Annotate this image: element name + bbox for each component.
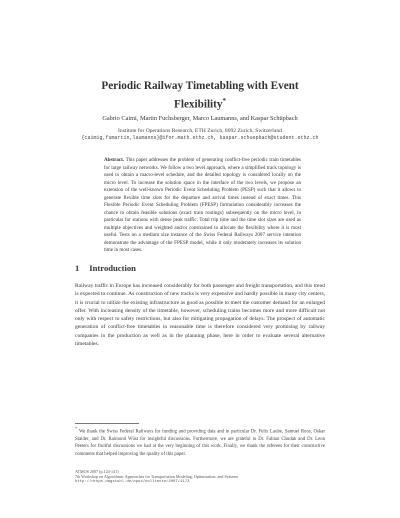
title-footnote-mark: * [222,97,226,105]
introduction-paragraph: Railway traffic in Europe has increased considerably for both passenger and freight transportation, and this trend is expected to continue. As construction of new tracks is very expensive and hardly possible in many city centers, it is crucial to utilize the existing infrastructure as good as possible to meet the customer demand for an enlarged offer. With increasing density of the timetable, however, scheduling trains becomes more and more difficult not only with respect to safety restrictions, but also for mitigating propagation of delays. The prospect of automatic generation of conflict-free timetables in reasonable time is therefore considered very promising by railway companies in the production as well as in the planning phase, here in order to evaluate several alternative timetables. [75,283,325,348]
section-number: 1 [75,263,80,273]
abstract-label: Abstract. [104,157,125,163]
title-line-2: Flexibility [174,98,223,111]
publication-url[interactable]: http://drops.dagstuhl.de/opus/volltexte/2007/1173 [75,479,190,484]
title-line-1: Periodic Railway Timetabling with Event [101,80,299,92]
author-emails: {caimig,fumartin,laumanns}@ifor.math.ethz.ch, kaspar.schuepbach@student.ethz.ch [81,135,319,141]
abstract [104,157,301,255]
publication-workshop: 7th Workshop on Algorithmic Approaches for Transportation Modeling, Optimization, and Systems [75,474,239,480]
paper-title [60,79,340,113]
abstract-text: This paper addresses the problem of generating conflict-free periodic train timetables for large railway networks. We follow a two level approach, where a simplified track topology is used to obtain a macro-level schedule, and the detailed topology is considered locally on the micro level. To increase the solution space in the interface of the two levels, we propose an extension of the well-known Periodic Event Scheduling Problem (PESP) such that it allows to generate flexible time slots for the departure and arrival times instead of exact times. This Flexible Periodic Event Scheduling Problem (FPESP) formulation considerably increases the chance to obtain feasible solutions (exact train routings) subsequently on the micro level, in particular for stations with dense peak traffic. Total trip time and the time slot sizes are used as multiple objectives and weighted and/or constrained to allocate the flexibility where it is most useful. Tests on a medium size instance of the Swiss Federal Railways 2007 service intention demonstrate the advantage of the FPESP model, while it only moderately increases its solution time in most cases. [104,157,302,253]
footnote-rule [75,423,139,424]
affiliation-block [40,128,360,142]
section-heading [75,263,136,273]
author-list: Gabrio Caimi, Martin Fuchsberger, Marco Laumanns, and Kaspar Schüpbach [102,115,298,122]
section-title: Introduction [89,263,136,273]
footnote-text: We thank the Swiss Federal Railways for funding and providing data and in particular Dr. Felix Laube, Samuel Roos, Oskar Stalder, and Dr. Raimond Wüst for insightful discussions. Furthermore, we are grateful to Dr. Fabian Chudak and Dr. Leon Peeters for fruitful discussions we had at the very beginning of this work. Finally, we thank the referees for their constructive comments that helped improving the quality of this paper. [75,429,325,457]
footnote-mark: * [75,426,77,431]
affiliation: Institute for Operations Research, ETH Zurich, 8092 Zurich, Switzerland [118,128,282,134]
publication-venue: ATMOS 2007 (p.124-141) [75,469,119,474]
footnote [75,425,325,458]
publication-info [75,469,335,485]
